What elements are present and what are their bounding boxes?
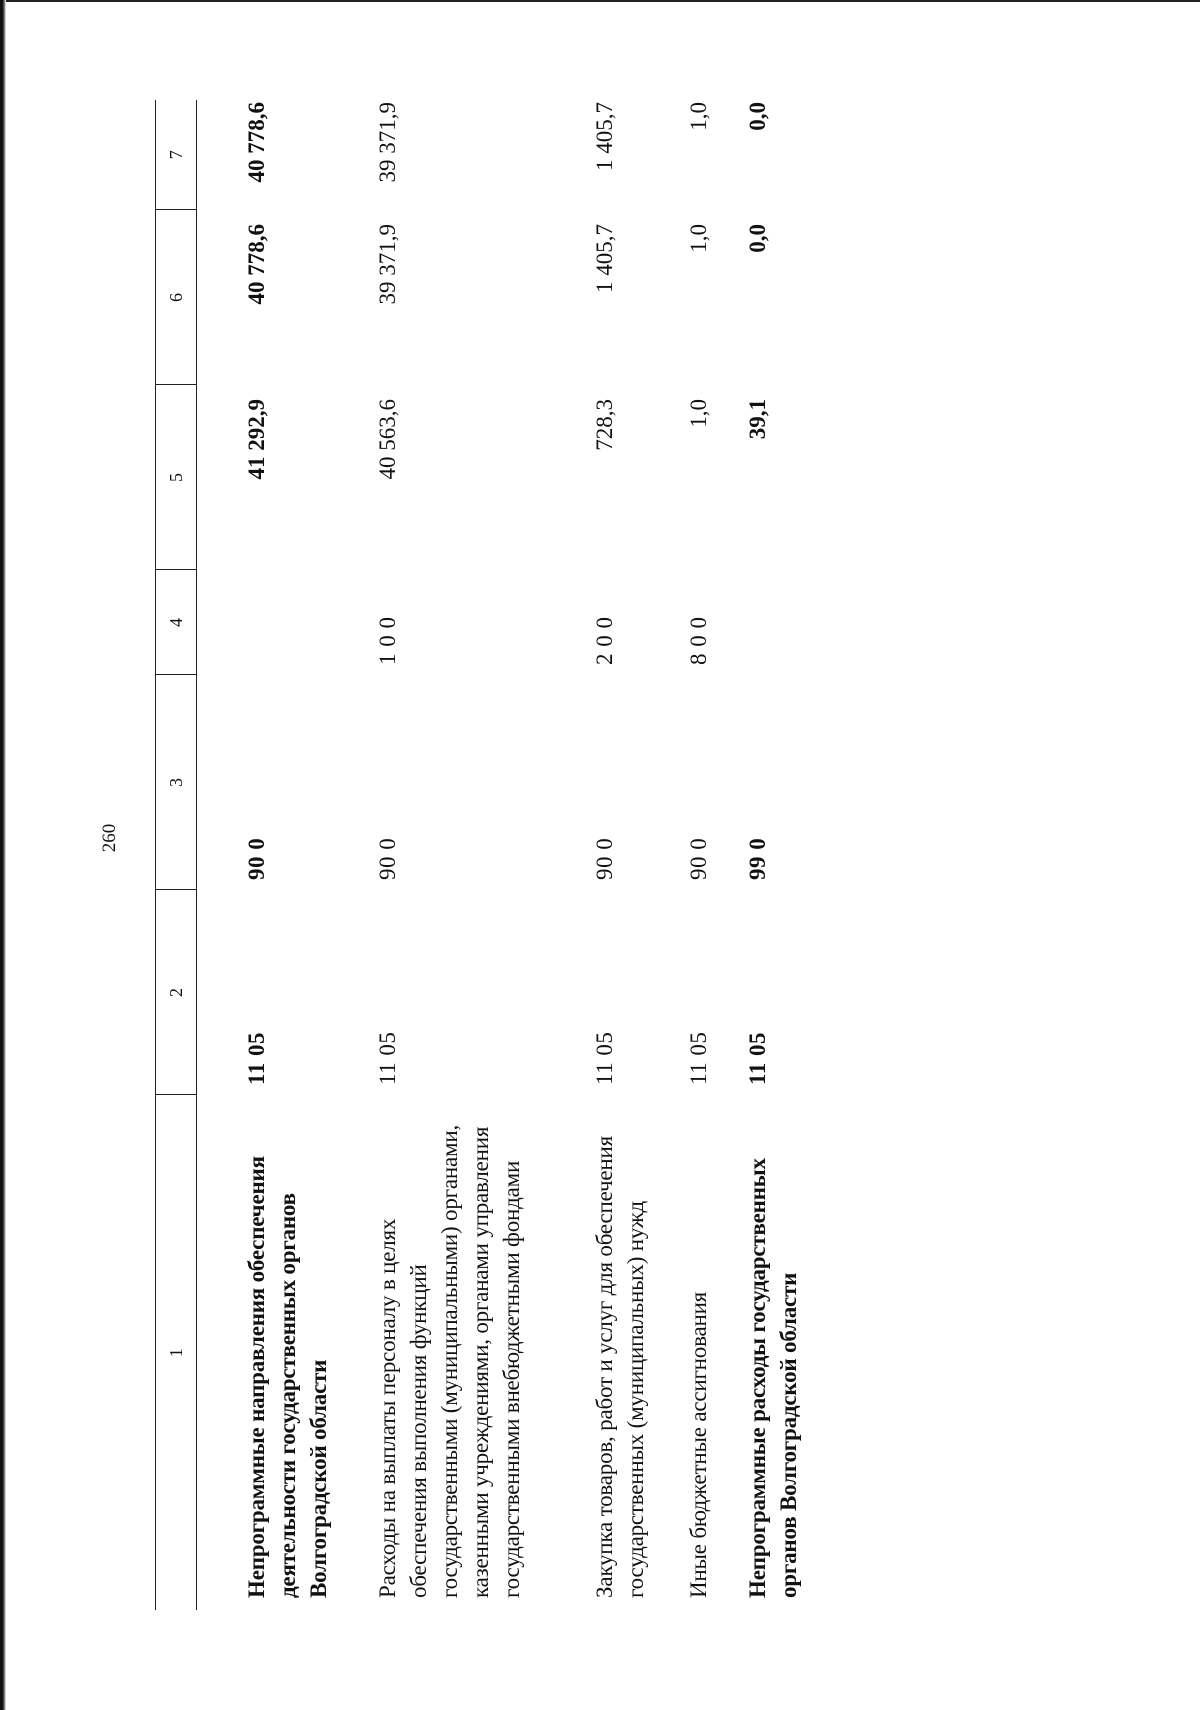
table-row <box>651 100 714 1610</box>
scan-edge-top <box>0 0 1200 2</box>
scan-edge-left <box>0 0 6 1710</box>
column-header-3: 3 <box>156 675 197 890</box>
budget-table <box>155 100 804 1610</box>
amount-col6: 40 778,6 <box>244 224 269 305</box>
column-header-2: 2 <box>156 890 197 1095</box>
expense-type-code: 2 0 0 <box>592 616 617 665</box>
table-row <box>197 100 335 1610</box>
section-code: 11 05 <box>375 1031 400 1085</box>
expense-type-code <box>714 570 804 675</box>
section-code: 11 05 <box>686 1031 711 1085</box>
amount-col5: 40 563,6 <box>375 399 400 480</box>
column-header-4: 4 <box>156 570 197 675</box>
row-name: Иные бюджетные ассигнования <box>686 1291 711 1598</box>
amount-col5: 1,0 <box>686 399 711 428</box>
amount-col6: 1 405,7 <box>592 224 617 293</box>
program-code: 90 0 <box>686 837 711 880</box>
program-code: 99 0 <box>745 837 770 880</box>
amount-col6: 1,0 <box>686 224 711 253</box>
program-code: 90 0 <box>244 837 269 880</box>
row-name: Расходы на выплаты персоналу в целях обеспечения выполнения функций государственными (муниципальными) органами, казенными учреждениями, органами управления государственными внебюджетными фондами <box>375 1124 524 1598</box>
expense-type-code: 8 0 0 <box>686 616 711 665</box>
page-number: 260 <box>99 823 120 853</box>
program-code: 90 0 <box>592 837 617 880</box>
amount-col7: 1 405,7 <box>592 102 617 171</box>
table-row <box>334 100 527 1610</box>
amount-col7: 39 371,9 <box>375 102 400 183</box>
amount-col7: 0,0 <box>745 102 770 131</box>
column-header-1: 1 <box>156 1095 197 1610</box>
amount-col5: 39,1 <box>745 399 770 440</box>
amount-col5: 728,3 <box>592 399 617 451</box>
rotated-table-wrapper <box>155 100 855 1610</box>
expense-type-code <box>197 570 335 675</box>
column-header-5: 5 <box>156 385 197 570</box>
column-header-6: 6 <box>156 210 197 385</box>
row-name: Закупка товаров, работ и услуг для обеспечения государственных (муниципальных) нужд <box>592 1136 648 1598</box>
section-code: 11 05 <box>745 1032 770 1085</box>
row-name: Непрограммные направления обеспечения деятельности государственных органов Волгоградской области <box>244 1156 331 1598</box>
table-row <box>527 100 651 1610</box>
amount-col6: 39 371,9 <box>375 224 400 305</box>
amount-col6: 0,0 <box>745 224 770 253</box>
amount-col7: 40 778,6 <box>244 102 269 183</box>
amount-col5: 41 292,9 <box>244 399 269 480</box>
expense-type-code: 1 0 0 <box>375 616 400 665</box>
header-row <box>156 100 197 1610</box>
row-name: Непрограммные расходы государственных органов Волгоградской области <box>745 1158 801 1598</box>
table-row <box>714 100 804 1610</box>
section-code: 11 05 <box>244 1032 269 1085</box>
column-header-7: 7 <box>156 100 197 210</box>
program-code: 90 0 <box>375 837 400 880</box>
section-code: 11 05 <box>592 1031 617 1085</box>
amount-col7: 1,0 <box>686 102 711 131</box>
